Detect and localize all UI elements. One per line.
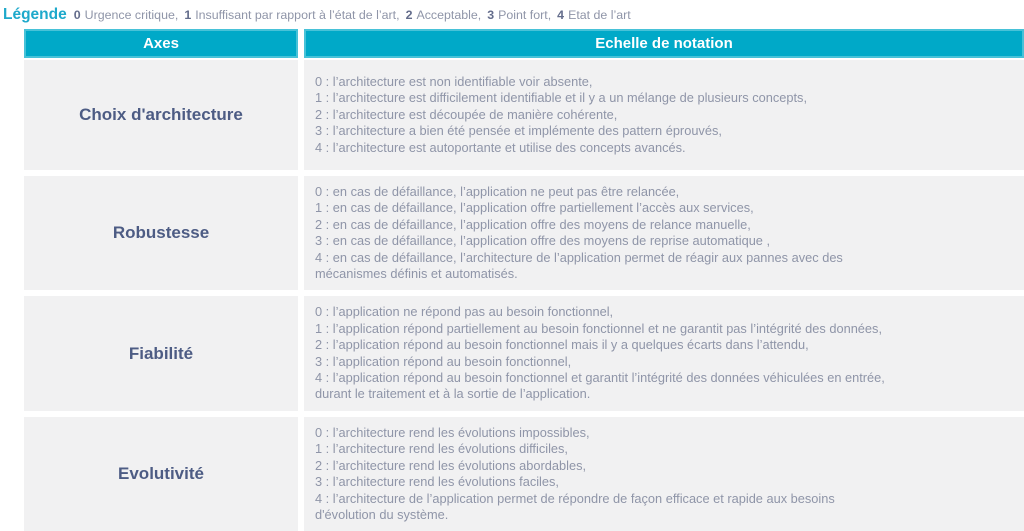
- table-row: [24, 417, 1024, 531]
- legend-item: [557, 8, 637, 22]
- legend-item-text: Insuffisant par rapport à l’état de l’art,: [195, 8, 400, 22]
- legend: [0, 0, 1024, 24]
- header-scale: Echelle de notation: [304, 29, 1024, 58]
- axis-cell: Choix d'architecture: [24, 60, 298, 170]
- table-row: [24, 296, 1024, 410]
- legend-title: Légende: [3, 6, 67, 23]
- scale-line: 0 : en cas de défaillance, l’application ne peut pas être relancée,: [315, 184, 680, 199]
- scale-cell: [304, 417, 1024, 531]
- scale-line: 1 : l’architecture est difficilement identifiable et il y a un mélange de plusieurs concepts,: [315, 90, 807, 106]
- legend-item-text: Etat de l’art: [568, 8, 631, 22]
- scale-line: 4 : l’architecture de l’application permet de répondre de façon efficace et rapide aux besoins: [315, 490, 835, 506]
- scale-cell: [304, 176, 1024, 290]
- scale-cell: [304, 296, 1024, 410]
- legend-item-number: 1: [184, 8, 192, 22]
- rating-scale-table: [24, 29, 1024, 531]
- table-row: [24, 60, 1024, 170]
- scale-line: 1 : l’application répond partiellement au besoin fonctionnel et ne garantit pas l’intégrité des données,: [315, 320, 882, 336]
- scale-line: 4 : l’application répond au besoin fonctionnel et garantit l’intégrité des données véhiculées en entrée,: [315, 370, 885, 386]
- legend-item: [406, 8, 488, 22]
- legend-item-text: Urgence critique,: [84, 8, 179, 22]
- scale-line: 0 : l’application ne répond pas au besoin fonctionnel,: [315, 304, 614, 320]
- scale-cell: [304, 60, 1024, 170]
- scale-line: 2 : en cas de défaillance, l’application offre des moyens de relance manuelle,: [315, 216, 751, 232]
- legend-items: [74, 6, 637, 24]
- scale-line: durant le traitement et à la sortie de l’application.: [315, 386, 591, 402]
- legend-item: [184, 8, 405, 22]
- legend-item-number: 4: [557, 8, 565, 22]
- header-axes: Axes: [24, 29, 298, 58]
- scale-line: 3 : l’application répond au besoin fonctionnel,: [315, 353, 572, 369]
- table-body: [24, 60, 1024, 531]
- scale-line: mécanismes définis et automatisés.: [315, 266, 518, 282]
- scale-line: 3 : l’architecture rend les évolutions faciles,: [315, 474, 559, 490]
- scale-line: 4 : l’architecture est autoportante et utilise des concepts avancés.: [315, 139, 686, 155]
- scale-line: 1 : l’architecture rend les évolutions difficiles,: [315, 441, 568, 457]
- legend-item: [487, 8, 557, 22]
- scale-line: 1 : en cas de défaillance, l’application offre partiellement l’accès aux services,: [315, 200, 754, 216]
- scale-line: 0 : l’architecture est non identifiable voir absente,: [315, 73, 593, 89]
- scale-line: d'évolution du système.: [315, 506, 449, 522]
- axis-cell: Evolutivité: [24, 417, 298, 531]
- table-row: [24, 176, 1024, 290]
- scale-line: 3 : l’architecture a bien été pensée et implémente des pattern éprouvés,: [315, 123, 722, 139]
- scale-line: 2 : l’architecture rend les évolutions abordables,: [315, 457, 587, 473]
- scale-line: 3 : en cas de défaillance, l’application offre des moyens de reprise automatique ,: [315, 233, 771, 249]
- scale-line: 2 : l’architecture est découpée de manière cohérente,: [315, 106, 618, 122]
- legend-item-text: Point fort,: [498, 8, 552, 22]
- scale-line: 4 : en cas de défaillance, l’architecture de l’application permet de réagir aux pannes avec des: [315, 249, 843, 265]
- legend-item-number: 2: [405, 8, 413, 22]
- legend-item-number: 3: [487, 8, 495, 22]
- legend-item-number: 0: [73, 8, 81, 22]
- legend-item: [74, 8, 185, 22]
- legend-item-text: Acceptable,: [416, 8, 482, 22]
- scale-line: 0 : l’architecture rend les évolutions impossibles,: [315, 424, 590, 440]
- table-header: [24, 29, 1024, 58]
- axis-cell: Robustesse: [24, 176, 298, 290]
- scale-line: 2 : l’application répond au besoin fonctionnel mais il y a quelques écarts dans l’attendu,: [315, 337, 809, 353]
- axis-cell: Fiabilité: [24, 296, 298, 410]
